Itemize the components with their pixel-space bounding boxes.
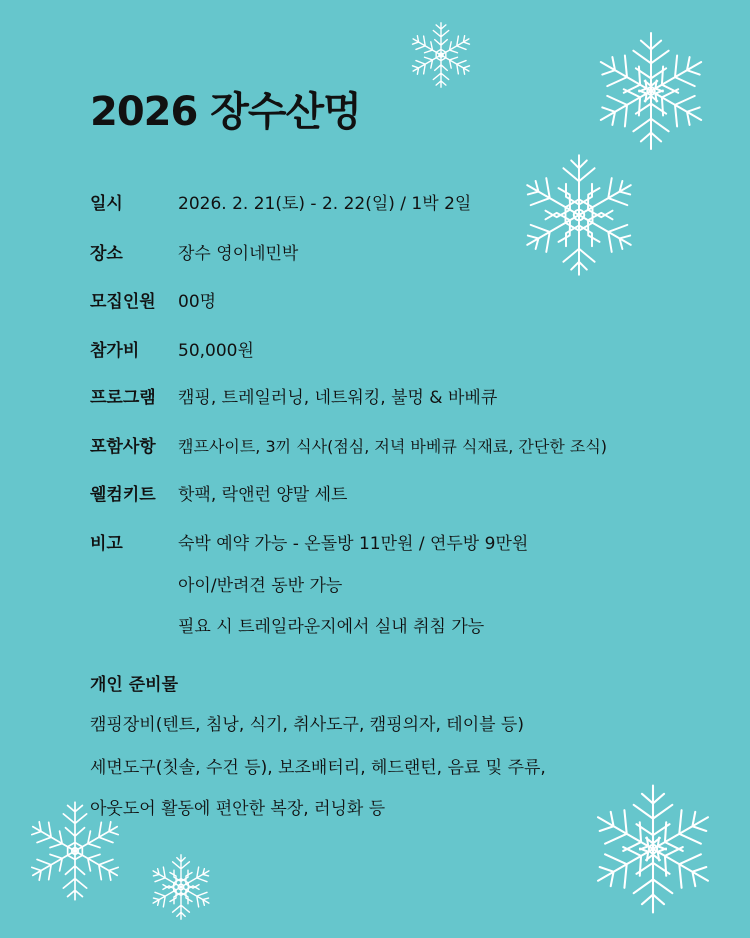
info-label: 장소 — [90, 244, 123, 264]
info-row-date — [90, 190, 471, 218]
snowflake-icon — [588, 28, 714, 154]
info-label: 웰컴키트 — [90, 485, 156, 505]
page-title: 2026 장수산멍 — [90, 89, 361, 135]
info-label: 포함사항 — [90, 437, 156, 457]
info-value: 50,000원 — [178, 341, 254, 361]
info-label: 일시 — [90, 194, 123, 214]
info-value: 2026. 2. 21(토) - 2. 22(일) / 1박 2일 — [178, 194, 472, 214]
info-label: 프로그램 — [90, 388, 156, 408]
preparation-title: 개인 준비물 — [90, 675, 179, 695]
snowflake-icon — [146, 852, 216, 922]
notes-line: 아이/반려견 동반 가능 — [178, 576, 343, 596]
notes-line: 필요 시 트레일라운지에서 실내 취침 가능 — [178, 617, 485, 637]
info-row-place — [90, 240, 298, 268]
info-value: 장수 영이네민박 — [178, 244, 299, 264]
notes-line: 숙박 예약 가능 - 온돌방 11만원 / 연두방 9만원 — [178, 534, 529, 554]
snowflake-icon — [514, 150, 644, 280]
info-label: 참가비 — [90, 341, 140, 361]
info-row-included — [90, 433, 607, 461]
snowflake-icon — [584, 780, 722, 918]
preparation-line: 아웃도어 활동에 편안한 복장, 러닝화 등 — [90, 799, 386, 819]
info-value: 00명 — [178, 292, 217, 312]
info-value: 캠핑, 트레일러닝, 네트워킹, 불멍 & 바베큐 — [178, 388, 498, 408]
info-row-notes — [90, 530, 528, 558]
info-row-fee — [90, 337, 254, 365]
info-row-welcome-kit — [90, 481, 347, 509]
info-value: 캠프사이트, 3끼 식사(점심, 저녁 바베큐 식재료, 간단한 조식) — [178, 437, 608, 456]
preparation-line: 캠핑장비(텐트, 침낭, 식기, 취사도구, 캠핑의자, 테이블 등) — [90, 715, 524, 735]
info-value: 핫팩, 락앤런 양말 세트 — [178, 485, 348, 505]
info-row-program — [90, 384, 497, 412]
notes-label: 비고 — [90, 534, 123, 554]
snowflake-icon — [406, 20, 476, 90]
preparation-line: 세면도구(칫솔, 수건 등), 보조배터리, 헤드랜턴, 음료 및 주류, — [90, 758, 546, 778]
info-label: 모집인원 — [90, 292, 156, 312]
info-row-capacity — [90, 288, 216, 316]
snowflake-icon — [22, 798, 128, 904]
